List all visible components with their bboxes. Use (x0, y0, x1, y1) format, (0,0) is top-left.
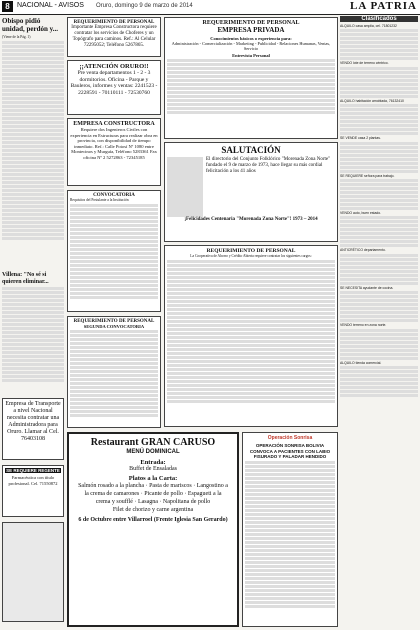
classified-entry: VENDO lote de terreno céntrico. (340, 61, 389, 66)
morenada-photo (167, 157, 203, 217)
ad-title: REQUERIMIENTO DE PERSONAL (206, 248, 296, 254)
classified-entry: ANTICRÉTICO departamento. (340, 248, 386, 253)
article-headline-2: Villena: "No sé si quieren eliminar... (2, 272, 49, 285)
platos-list: Salmón rosado a la plancha · Pasta de mariscos · Langostino a la crema de camarones · Picante de pollo · Espagueti a la crema y soufflé · Lasagna · Napolitana de pollo (78, 483, 228, 505)
ad-subtitle: EMPRESA PRIVADA (217, 26, 285, 34)
classified-entry: ALQUILO tienda comercial. (340, 360, 382, 365)
bottom-left-photo-ad (2, 522, 64, 622)
classified-lines (340, 254, 418, 285)
ad-subtitle: SEGUNDA CONVOCATORIA (83, 324, 145, 329)
regente-ad (2, 465, 64, 517)
os-brand: Operación Sonrisa (267, 435, 313, 441)
entrada-value: Buffet de Ensaladas (129, 466, 177, 472)
classified-lines (340, 67, 418, 98)
salutacion-ad (164, 142, 338, 242)
article-body-lines-2 (2, 287, 64, 382)
ad-body: Requisitos del Postulante a la Institución (70, 198, 129, 202)
article-body-lines (2, 41, 64, 240)
classified-lines (340, 142, 418, 173)
restaurant-ad (67, 432, 239, 627)
restaurant-address: 6 de Octubre entre Villarroel (Frente Iglesia San Gerardo) (78, 517, 228, 523)
classifieds-title: Clasificados (340, 16, 418, 22)
ad-title: REQUERIMIENTO DE PERSONAL (73, 20, 155, 25)
regente-body: Farmacéutica con título profesional. Cel. 71550872 (8, 475, 58, 486)
ad-body-lines (70, 330, 158, 417)
classified-entry: SE VENDE casa 2 plantas. (340, 136, 381, 141)
ad-body-lines (167, 59, 335, 114)
classified-entry: ALQUILO habitación amoblada, 76132410 (340, 98, 404, 103)
classified-entry: ALQUILO casa amplia, cel. 71801232 (340, 24, 397, 28)
section-label: NACIONAL - AVISOS (17, 2, 84, 9)
transporte-ad (2, 398, 64, 460)
convocatoria-ad (67, 190, 161, 312)
entrevista-label: Entrevista Personal (232, 53, 270, 59)
ad-title: OPERACIÓN SONRISA BOLIVIA CONVOCA A PACIENTES CON LABIO FISURADO Y PALADAR HENDIDO (249, 443, 331, 459)
ad-body: Importante Empresa Constructora requiere contratar los servicios de Choferes y un Topógrafo para caminos. Ref.: Al Celular 72295052; Teléfono 5267865. (71, 25, 157, 48)
profiles-list: Administración - Comercialización - Marketing - Publicidad - Relaciones Humanas, Ventas, Servicio (171, 41, 331, 52)
article-source: (Viene de la Pág. 1) (2, 35, 31, 39)
left-article-1 (2, 17, 64, 267)
segunda-convocatoria-ad (67, 316, 161, 428)
classified-lines (340, 291, 418, 322)
requerimiento-cargos-ad (164, 245, 338, 427)
ad-title: SALUTACIÓN (221, 145, 281, 155)
ad-title: REQUERIMIENTO DE PERSONAL (73, 319, 155, 324)
classified-entry: SE NECESITA ayudante de cocina. (340, 285, 394, 290)
empresa-privada-ad (164, 17, 338, 139)
classified-entry: SE REQUIERE señora para trabajo. (340, 173, 395, 178)
classified-lines (340, 104, 418, 135)
page-header (0, 0, 420, 15)
ad-body-lines (70, 204, 158, 299)
restaurant-title: Restaurant GRAN CARUSO (90, 437, 216, 448)
ad-body-lines (167, 260, 335, 403)
classifieds-column (340, 16, 418, 628)
ad-body-lines (245, 461, 335, 608)
restaurant-subtitle: MENÚ DOMINICAL (126, 449, 180, 455)
classified-entry: VENDO auto, buen estado. (340, 211, 382, 216)
article-headline: Obispo pidió unidad, perdón y... (2, 17, 59, 33)
classified-lines (340, 216, 418, 247)
transporte-text: Empresa de Transporte a nivel Nacional necesita contratar una Administradora para Oruro. Llamar al Cel. 76403108 (5, 401, 61, 442)
ad-body: Pre venta departamentos 1 - 2 - 3 dormitorios. Oficina - Parque y Bauleros, informes y ventas: 2241523 - 2228591 - 70110111 - 72530760 (70, 70, 158, 96)
ad-title: EMPRESA CONSTRUCTORA (73, 121, 155, 127)
page-number: 8 (2, 1, 13, 12)
platos-label: Platos a la Carta: (128, 475, 178, 482)
profiles-title: Conocimientos básicos o experiencia para: (210, 36, 292, 41)
classified-entry: VENDO terreno en zona norte. (340, 323, 387, 328)
classified-lines (340, 29, 418, 60)
ad-title: ¡¡ATENCIÓN ORURO!! (79, 63, 149, 70)
ad-body: Requiere dos Ingenieros Civiles con experiencia en Estructuras para realizar obra en provincia, con disponibilidad de tiempo inmediato. Ref.: Calle Potosí Nº 1080 entre Montecinos y Murguía, Teléfono 5283361 Fax oficina Nº 2 5272863 - 72345185 (70, 127, 158, 160)
regente-title: SE REQUIERE REGENTE (6, 468, 60, 473)
atencion-oruro-ad (67, 60, 161, 115)
issue-date: Oruro, domingo 9 de marzo de 2014 (96, 3, 193, 9)
operacion-sonrisa-ad (242, 432, 338, 627)
postre-item: Filet de chorizo y carne argentina (112, 507, 194, 513)
left-article-2 (2, 272, 64, 392)
empresa-constructora-ad (67, 118, 161, 186)
classified-lines (340, 179, 418, 210)
requerimiento-empresa-ad (67, 17, 161, 57)
classified-lines (340, 366, 418, 397)
entrada-label: Entrada: (140, 459, 166, 466)
ad-footer: ¡Felicidades Centenaria "Morenada Zona Norte"! 1973 – 2014 (184, 217, 318, 222)
classified-lines (340, 329, 418, 360)
ad-title: REQUERIMIENTO DE PERSONAL (202, 20, 300, 26)
ad-body: La Cooperativa de Ahorro y Crédito Abierta requiere contratar los siguientes cargos: (190, 254, 312, 258)
newspaper-brand: LA PATRIA (350, 0, 417, 12)
ad-title: CONVOCATORIA (93, 193, 135, 198)
ad-body: El directorio del Conjunto Folklórico "Morenada Zona Norte" fundado el 9 de marzo de 1973, hace llegar su más cordial felicitación a los 41 años (206, 157, 331, 174)
